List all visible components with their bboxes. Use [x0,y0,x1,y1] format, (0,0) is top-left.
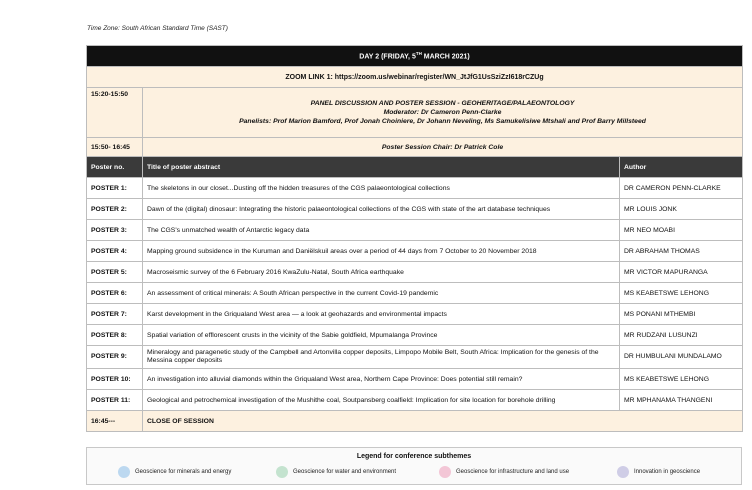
panel-row [87,88,743,138]
schedule-table [86,45,743,432]
poster-title: An investigation into alluvial diamonds within the Griqualand West area, Northern Cape Province: Does potential still remain? [143,369,620,390]
poster-author: MS KEABETSWE LEHONG [620,283,743,304]
panel-info [143,88,743,138]
poster-author: MS PONANI MTHEMBI [620,304,743,325]
table-row [87,241,743,262]
table-row [87,304,743,325]
legend-item-water [276,466,396,478]
poster-author: MR MPHANAMA THANGENI [620,390,743,411]
poster-number: POSTER 6: [87,283,143,304]
table-row [87,346,743,369]
table-row [87,262,743,283]
poster-number: POSTER 1: [87,178,143,199]
poster-author: MR VICTOR MAPURANGA [620,262,743,283]
poster-title: The CGS's unmatched wealth of Antarctic legacy data [143,220,620,241]
poster-author: MR NEO MOABI [620,220,743,241]
table-row [87,369,743,390]
close-row [87,411,743,432]
chair-row [87,138,743,157]
table-row [87,199,743,220]
legend-item-minerals [118,466,231,478]
zoom-link[interactable]: ZOOM LINK 1: https://zoom.us/webinar/register/WN_JtJfG1UsSziZzI618rCZUg [87,67,743,88]
poster-title: Macroseismic survey of the 6 February 2016 KwaZulu-Natal, South Africa earthquake [143,262,620,283]
table-row [87,178,743,199]
poster-title: Mineralogy and paragenetic study of the Campbell and Artonvilla copper deposits, Limpopo Mobile Belt, South Africa: Implication for the genesis of the Messina copper deposits [143,346,620,369]
chair-time: 15:50- 16:45 [87,138,143,157]
table-row [87,390,743,411]
chair-text: Poster Session Chair: Dr Patrick Cole [143,138,743,157]
panel-title: PANEL DISCUSSION AND POSTER SESSION - GEOHERITAGE/PALAEONTOLOGY [310,100,575,107]
column-header-row [87,157,743,178]
legend-title: Legend for conference subthemes [356,453,472,460]
table-row [87,283,743,304]
poster-title: Dawn of the (digital) dinosaur: Integrating the historic palaeontological collections of the CGS with state of the art database techniques [143,199,620,220]
poster-number: POSTER 11: [87,390,143,411]
column-author: Author [620,157,743,178]
panel-moderator: Moderator: Dr Cameron Penn-Clarke [383,109,502,116]
poster-number: POSTER 3: [87,220,143,241]
poster-title: Geological and petrochemical investigation of the Mushithe coal, Soutpansberg coalfield: Implication for site location for borehole drilling [143,390,620,411]
poster-title: Mapping ground subsidence in the Kuruman and Daniëlskuil areas over a period of 44 days from 7 October to 20 November 2018 [143,241,620,262]
close-text: CLOSE OF SESSION [143,411,743,432]
poster-number: POSTER 7: [87,304,143,325]
zoom-link-row [87,67,743,88]
close-time: 16:45--- [87,411,143,432]
poster-number: POSTER 9: [87,346,143,369]
legend-item-innovation [617,466,700,478]
poster-number: POSTER 2: [87,199,143,220]
table-row [87,325,743,346]
poster-number: POSTER 5: [87,262,143,283]
day-header: DAY 2 (FRIDAY, 5TH MARCH 2021) [87,46,743,67]
panel-panelists: Panelists: Prof Marion Bamford, Prof Jonah Choiniere, Dr Johann Neveling, Ms Samukelisiwe Mtshali and Prof Barry Millsteed [239,118,646,125]
poster-author: DR HUMBULANI MUNDALAMO [620,346,743,369]
poster-number: POSTER 10: [87,369,143,390]
poster-number: POSTER 4: [87,241,143,262]
poster-title: The skeletons in our closet...Dusting off the hidden treasures of the CGS palaeontological collections [143,178,620,199]
poster-title: An assessment of critical minerals: A South African perspective in the current Covid-19 pandemic [143,283,620,304]
poster-number: POSTER 8: [87,325,143,346]
poster-title: Karst development in the Griqualand West area — a look at geohazards and environmental impacts [143,304,620,325]
column-title: Title of poster abstract [143,157,620,178]
day-header-row [87,46,743,67]
panel-time: 15:20-15:50 [87,88,143,138]
poster-title: Spatial variation of efflorescent crusts in the vicinity of the Sabie goldfield, Mpumalanga Province [143,325,620,346]
legend-dot-icon [276,466,288,478]
poster-author: DR ABRAHAM THOMAS [620,241,743,262]
column-poster-no: Poster no. [87,157,143,178]
poster-author: MR RUDZANI LUSUNZI [620,325,743,346]
timezone-note: Time Zone: South African Standard Time (SAST) [87,25,228,32]
legend-dot-icon [617,466,629,478]
legend-label: Geoscience for water and environment [293,469,397,475]
legend-dot-icon [118,466,130,478]
day-ordinal-suffix: TH [415,51,422,57]
poster-author: DR CAMERON PENN-CLARKE [620,178,743,199]
legend-label: Innovation in geoscience [634,469,701,475]
legend-label: Geoscience for infrastructure and land use [456,469,570,475]
legend-dot-icon [439,466,451,478]
legend-label: Geoscience for minerals and energy [135,469,232,475]
table-row [87,220,743,241]
poster-author: MR LOUIS JONK [620,199,743,220]
legend-item-infrastructure [439,466,569,478]
subtheme-legend [86,447,742,485]
poster-author: MS KEABETSWE LEHONG [620,369,743,390]
